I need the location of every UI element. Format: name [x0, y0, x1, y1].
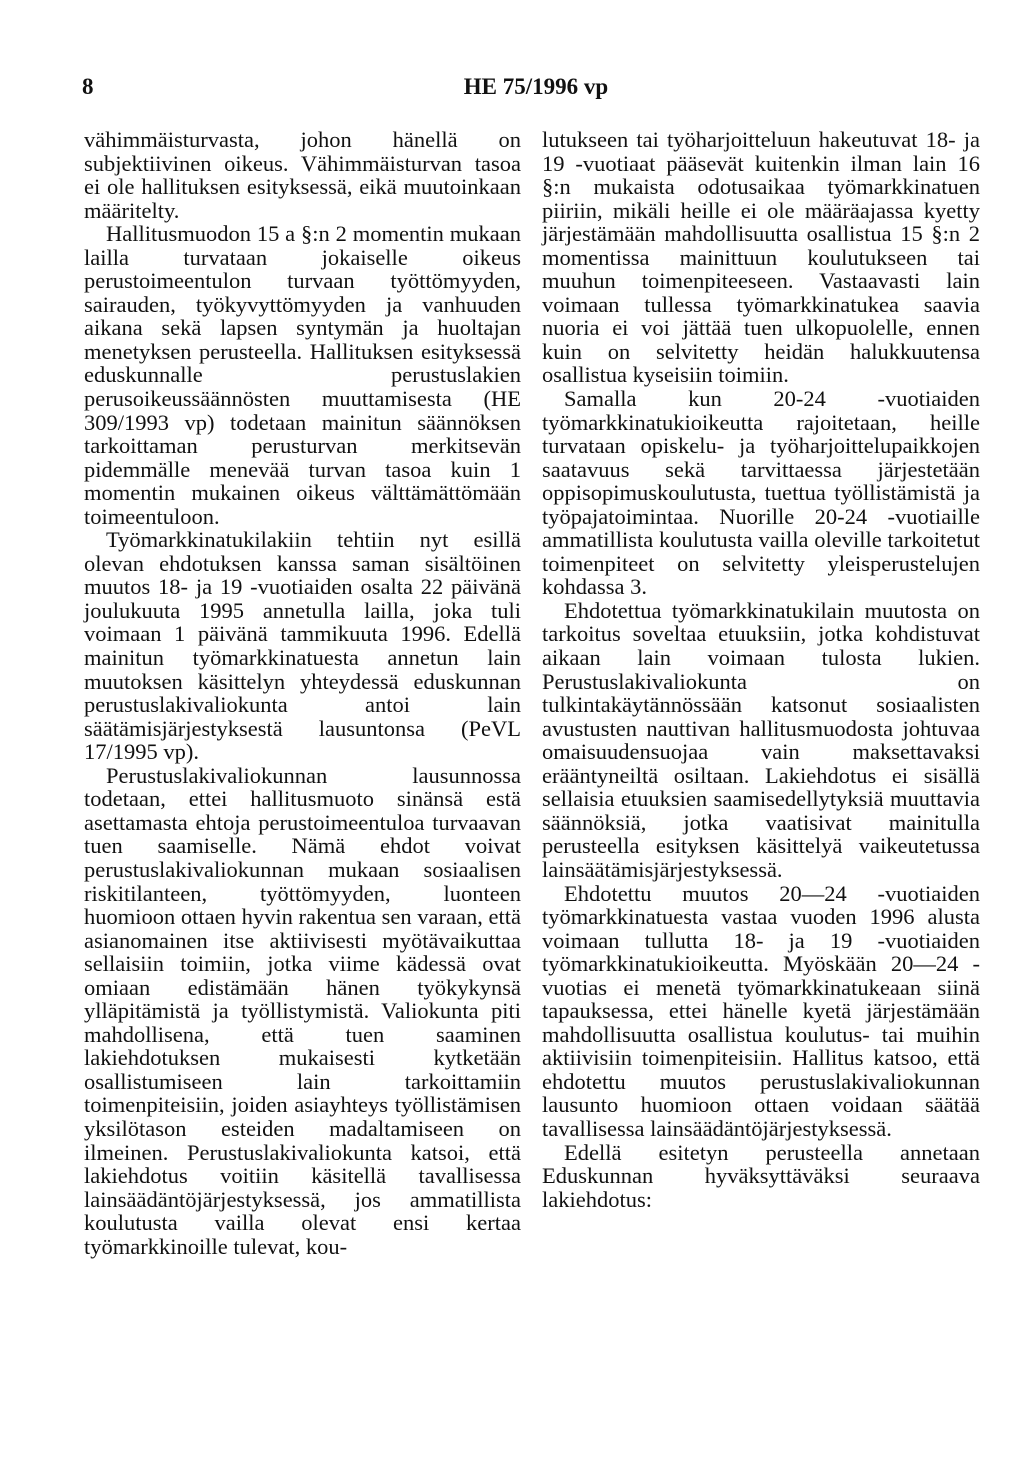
paragraph: Edellä esitetyn perusteella annetaan Eduskunnan hyväksyttäväksi seuraava lakiehdotus:	[542, 1139, 980, 1212]
paragraph: Ehdotettu muutos 20—24 -vuotiaiden työmarkkinatuesta vastaa vuoden 1996 alusta voimaan tullutta 18- ja 19 -vuotiaiden työmarkkinatukioikeutta. Myöskään 20—24 -vuotias ei menetä työmarkkinatukeaan siinä tapauksessa, ettei hänelle kyetä järjestämään mahdollisuutta osallistua koulutus- tai muihin aktiivisiin toimenpiteisiin. Hallitus katsoo, että ehdotettu muutos perustuslakivaliokunnan lausunto huomioon ottaen voidaan säätää tavallisessa lainsäädäntöjärjestyksessä.	[542, 880, 980, 1141]
paragraph: Työmarkkinatukilakiin tehtiin nyt esillä olevan ehdotuksen kanssa saman sisältöinen muutos 18- ja 19 -vuotiaiden osalta 22 päivänä joulukuuta 1995 annetulla lailla, joka tuli voimaan 1 päivänä tammikuuta 1996. Edellä mainitun työmarkkinatuesta annetun lain muutoksen käsittelyn yhteydessä eduskunnan perustuslakivaliokunta antoi lain säätämisjärjestyksestä lausuntonsa (PeVL 17/1995 vp).	[84, 527, 521, 765]
paragraph: Ehdotettua työmarkkinatukilain muutosta on tarkoitus soveltaa etuuksiin, jotka kohdistuvat aikaan lain voimaan tulosta lukien. Perustuslakivaliokunta on tulkintakäytännössään katsonut sosiaalisten avustusten nauttivan hallitusmuodosta johtuvaa omaisuudensuojaa vain maksettavaksi erääntyneiltä osiltaan. Lakiehdotus ei sisällä sellaisia etuuksien saamisedellytyksiä muuttavia säännöksiä, jotka vaatisivat mainitulla perusteella esityksen käsittelyä vaikeutetussa lainsäätämisjärjestyksessä.	[542, 597, 980, 882]
paragraph: Samalla kun 20-24 -vuotiaiden työmarkkinatukioikeutta rajoitetaan, heille turvataan opiskelu- ja työharjoittelupaikkojen saatavuus sekä tarvittaessa järjestetään oppisopimuskoulutusta, tuettua työllistämistä ja työpajatoimintaa. Nuorille 20-24 -vuotiaille ammatillista koulutusta vailla oleville tarkoitetut toimenpiteet on selvitetty yleisperustelujen kohdassa 3.	[542, 386, 980, 600]
running-title: HE 75/1996 vp	[463, 74, 609, 99]
page-number: 8	[82, 74, 94, 99]
paragraph: Perustuslakivaliokunnan lausunnossa todetaan, ettei hallitusmuoto sinänsä estä asettamasta ehtoja perustoimeentuloa turvaavan tuen saamiselle. Nämä ehdot voivat perustuslakivaliokunnan mukaan sosiaalisen riskitilanteen, työttömyyden, luonteen huomioon ottaen hyvin rakentua sen varaan, että asianomainen itse aktiivisesti myötävaikuttaa sellaisiin toimiin, jotka viime kädessä ovat omiaan edistämään hänen työkykynsä ylläpitämistä ja työllistymistä. Valiokunta piti mahdollisena, että tuen saaminen lakiehdotuksen mukaisesti kytketään osallistumiseen lain tarkoittamiin toimenpiteisiin, joiden asiayhteys työllistämisen yksilötason esteiden madaltamiseen on ilmeinen. Perustuslakivaliokunta katsoi, että lakiehdotus voitiin käsitellä tavallisessa lainsäädäntöjärjestyksessä, jos ammatillista koulutusta vailla olevat ensi kertaa työmarkkinoille tulevat, kou-	[84, 762, 521, 1259]
right-column	[542, 128, 980, 1211]
paragraph: Hallitusmuodon 15 a §:n 2 momentin mukaan lailla turvataan jokaiselle oikeus perustoimeentulon turvaan työttömyyden, sairauden, työkyvyttömyyden ja vanhuuden aikana sekä lapsen syntymän ja huoltajan menetyksen perusteella. Hallituksen esityksessä eduskunnalle perustuslakien perusoikeussäännösten muuttamisesta (HE 309/1993 vp) todetaan mainitun säännöksen tarkoittaman perusturvan merkitsevän pidemmälle menevää turvan tasoa kuin 1 momentin mukainen oikeus välttämättömään toimeentuloon.	[84, 221, 521, 529]
paragraph: vähimmäisturvasta, johon hänellä on subjektiivinen oikeus. Vähimmäisturvan tasoa ei ole hallituksen esityksessä, eikä muutoinkaan määritelty.	[84, 127, 521, 223]
left-column	[84, 128, 521, 1258]
paragraph: lutukseen tai työharjoitteluun hakeutuvat 18- ja 19 -vuotiaat pääsevät kuitenkin ilman lain 16 §:n mukaista odotusaikaa työmarkkinatuen piiriin, mikäli heille ei ole määräajassa kyetty järjestämään mahdollisuutta osallistua 15 §:n 2 momentissa mainittuun koulutukseen tai muuhun toimenpiteeseen. Vastaavasti lain voimaan tullessa työmarkkinatukea saavia nuoria ei voi jättää tuen ulkopuolelle, ennen kuin on selvitetty heidän halukkuutensa osallistua kyseisiin toimiin.	[542, 127, 980, 388]
